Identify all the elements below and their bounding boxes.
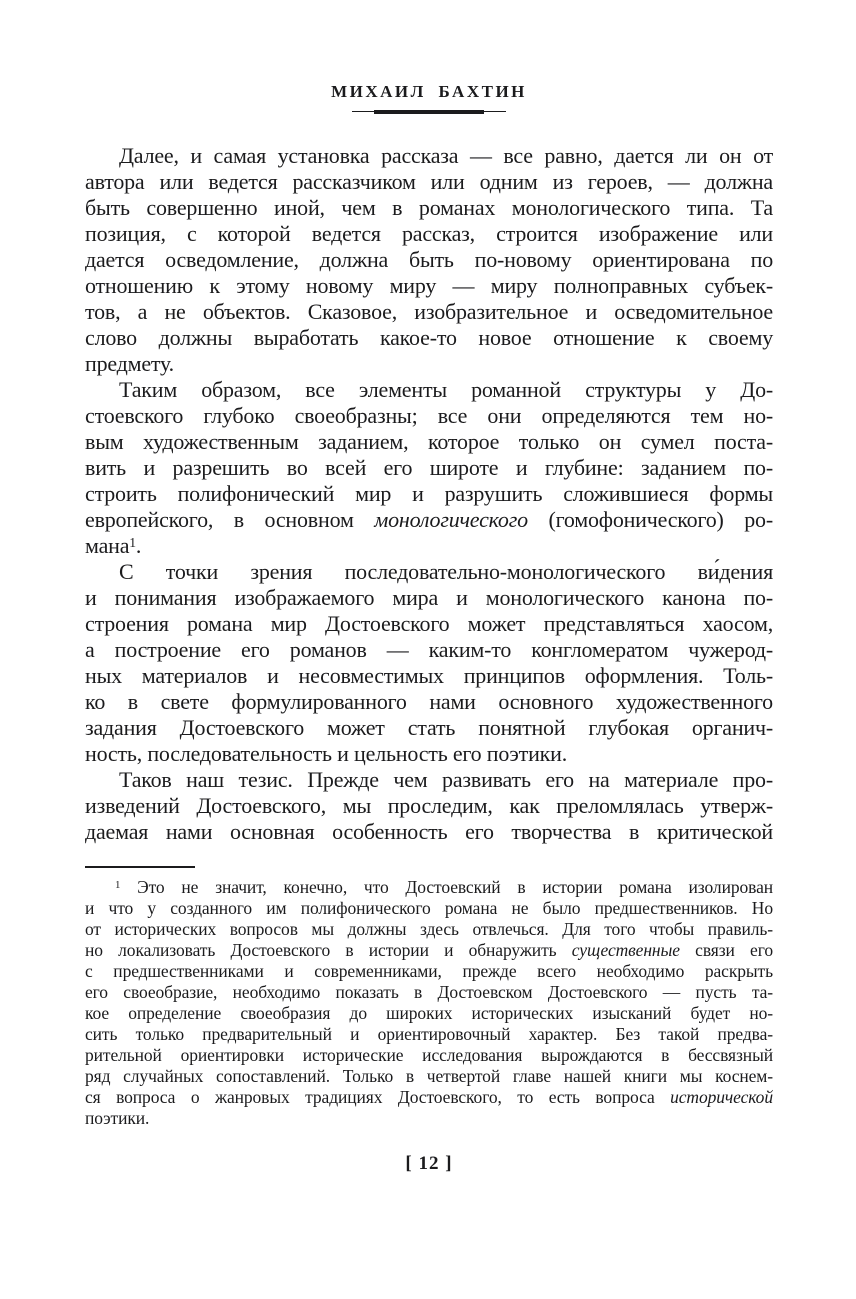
author-name: МИХАИЛ БАХТИН bbox=[331, 82, 527, 101]
text-line: слово должны выработать какое-то новое отношение к своему bbox=[85, 325, 773, 350]
text-line: сить только предварительный и ориентировочный характер. Без такой предва- bbox=[85, 1024, 773, 1044]
text-line: Таков наш тезис. Прежде чем развивать его на материале про- bbox=[119, 767, 773, 792]
paragraph bbox=[85, 559, 773, 767]
text-line: строения романа мир Достоевского может представляться хаосом, bbox=[85, 611, 773, 636]
page-number: [ 12 ] bbox=[405, 1153, 453, 1174]
text-line: позиция, с которой ведется рассказ, строится изображение или bbox=[85, 221, 773, 246]
text-line: от исторических вопросов мы должны здесь отвлечься. Для того чтобы правиль- bbox=[85, 919, 773, 939]
footnote-marker: 1 bbox=[115, 879, 121, 892]
text-line: и понимания изображаемого мира и монологического канона по- bbox=[85, 585, 773, 610]
running-head bbox=[85, 83, 773, 114]
footnote-separator-rule bbox=[85, 866, 195, 868]
text-line: кое определение своеобразия до широких исторических изысканий будет но- bbox=[85, 1003, 773, 1023]
text-line: тов, а не объектов. Сказовое, изобразительное и осведомительное bbox=[85, 299, 773, 324]
text-line: Далее, и самая установка рассказа — все равно, дается ли он от bbox=[119, 143, 773, 168]
text-line: поэтики. bbox=[85, 1108, 150, 1128]
text-line: а построение его романов — каким-то конгломератом чужерод- bbox=[85, 637, 773, 662]
paragraph bbox=[85, 377, 773, 559]
footnote-text bbox=[85, 877, 773, 1129]
text-line: рительной ориентировки исторические исследования вырождаются в бессвязный bbox=[85, 1045, 773, 1065]
paragraph bbox=[85, 877, 773, 1129]
text-line: задания Достоевского может стать понятной глубокая органич- bbox=[85, 715, 773, 740]
paragraph bbox=[85, 143, 773, 377]
text-line: европейского, в основном монологического (гомофонического) ро- bbox=[85, 507, 773, 532]
text-line: с предшественниками и современниками, прежде всего необходимо раскрыть bbox=[85, 961, 773, 981]
text-line: строить полифонический мир и разрушить сложившиеся формы bbox=[85, 481, 773, 506]
text-line: автора или ведется рассказчиком или одним из героев, — должна bbox=[85, 169, 773, 194]
text-line: ся вопроса о жанровых традициях Достоевского, то есть вопроса исторической bbox=[85, 1087, 773, 1107]
text-line: изведений Достоевского, мы проследим, как преломлялась утверж- bbox=[85, 793, 773, 818]
text-line: Таким образом, все элементы романной структуры у До- bbox=[119, 377, 773, 402]
text-line: ряд случайных сопоставлений. Только в четвертой главе нашей книги мы коснем- bbox=[85, 1066, 773, 1086]
text-line: ность, последовательность и цельность его поэтики. bbox=[85, 741, 568, 766]
text-line: ко в свете формулированного нами основного художественного bbox=[85, 689, 773, 714]
text-line: С точки зрения последовательно-монологического ви́дения bbox=[119, 559, 773, 584]
text-line: дается осведомление, должна быть по-новому ориентирована по bbox=[85, 247, 773, 272]
body-text bbox=[85, 143, 773, 845]
text-line: даемая нами основная особенность его творчества в критической bbox=[85, 819, 773, 844]
footnote-marker: 1 bbox=[129, 534, 136, 550]
text-line: стоевского глубоко своеобразны; все они определяются тем но- bbox=[85, 403, 773, 428]
text-line: отношению к этому новому миру — миру полноправных субъек- bbox=[85, 273, 773, 298]
text-line: ных материалов и несовместимых принципов оформления. Толь- bbox=[85, 663, 773, 688]
text-line: его своеобразие, необходимо показать в Достоевском Достоевского — пусть та- bbox=[85, 982, 773, 1002]
text-line: мана$^1$. bbox=[85, 533, 142, 558]
header-divider-rule bbox=[352, 110, 506, 114]
text-line: вым художественным заданием, которое только он сумел поста- bbox=[85, 429, 773, 454]
text-line: и что у созданного им полифонического романа не было предшественников. Но bbox=[85, 898, 773, 918]
text-line: но локализовать Достоевского в истории и обнаружить существенные связи его bbox=[85, 940, 773, 960]
text-line: $^1$ Это не значит, конечно, что Достоевский в истории романа изолирован bbox=[115, 877, 773, 897]
text-line: вить и разрешить во всей его широте и глубине: заданием по- bbox=[85, 455, 773, 480]
text-line: быть совершенно иной, чем в романах монологического типа. Та bbox=[85, 195, 773, 220]
text-line: предмету. bbox=[85, 351, 174, 376]
paragraph bbox=[85, 767, 773, 845]
